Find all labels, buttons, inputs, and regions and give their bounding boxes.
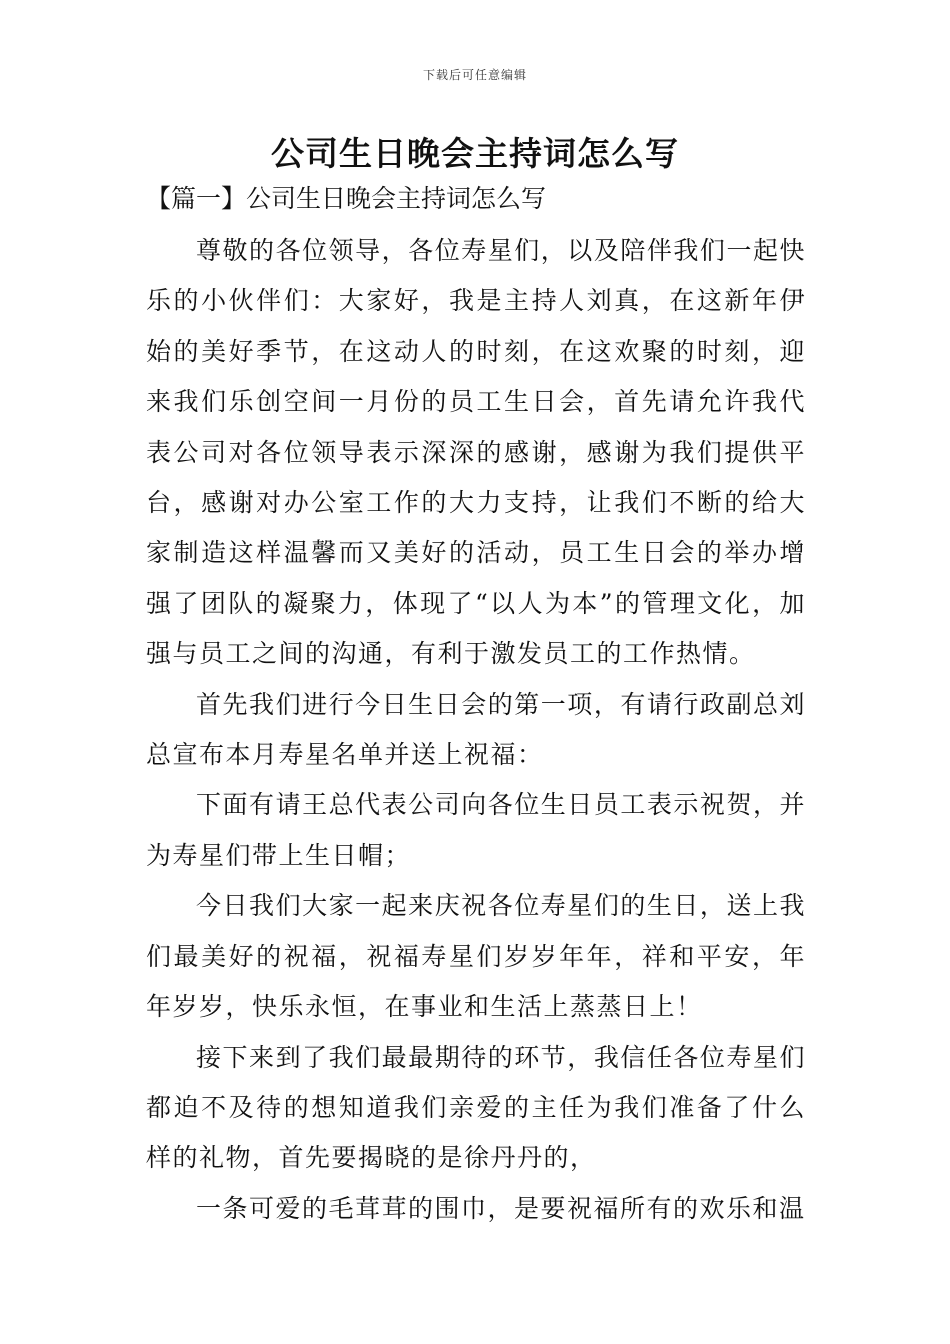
paragraph: 一条可爱的毛茸茸的围巾，是要祝福所有的欢乐和温 [196, 1193, 806, 1223]
document-body [146, 226, 806, 1234]
document-title: 公司生日晚会主持词怎么写 [271, 134, 679, 173]
paragraph: 尊敬的各位领导，各位寿星们，以及陪伴我们一起快乐的小伙伴们：大家好，我是主持人刘真，在这新年伊始的美好季节，在这动人的时刻，在这欢聚的时刻，迎来我们乐创空间一月份的员工生日会，首先请允许我代表公司对各位领导表示深深的感谢，感谢为我们提供平台，感谢对办公室工作的大力支持，让我们不断的给大家制造这样温馨而又美好的活动，员工生日会的举办增强了团队的凝聚力，体现了“以人为本”的管理文化，加强与员工之间的沟通，有利于激发员工的工作热情。 [146, 236, 806, 669]
section-heading: 【篇一】公司生日晚会主持词怎么写 [146, 184, 547, 213]
paragraph: 首先我们进行今日生日会的第一项，有请行政副总刘总宣布本月寿星名单并送上祝福： [146, 689, 806, 770]
paragraph: 下面有请王总代表公司向各位生日员工表示祝贺，并为寿星们带上生日帽； [146, 790, 806, 870]
page-header-note: 下载后可任意编辑 [422, 68, 527, 82]
paragraph: 今日我们大家一起来庆祝各位寿星们的生日，送上我们最美好的祝福，祝福寿星们岁岁年年，祥和平安，年年岁岁，快乐永恒，在事业和生活上蒸蒸日上！ [146, 891, 806, 1022]
paragraph: 接下来到了我们最最期待的环节，我信任各位寿星们都迫不及待的想知道我们亲爱的主任为我们准备了什么样的礼物，首先要揭晓的是徐丹丹的， [146, 1042, 806, 1173]
